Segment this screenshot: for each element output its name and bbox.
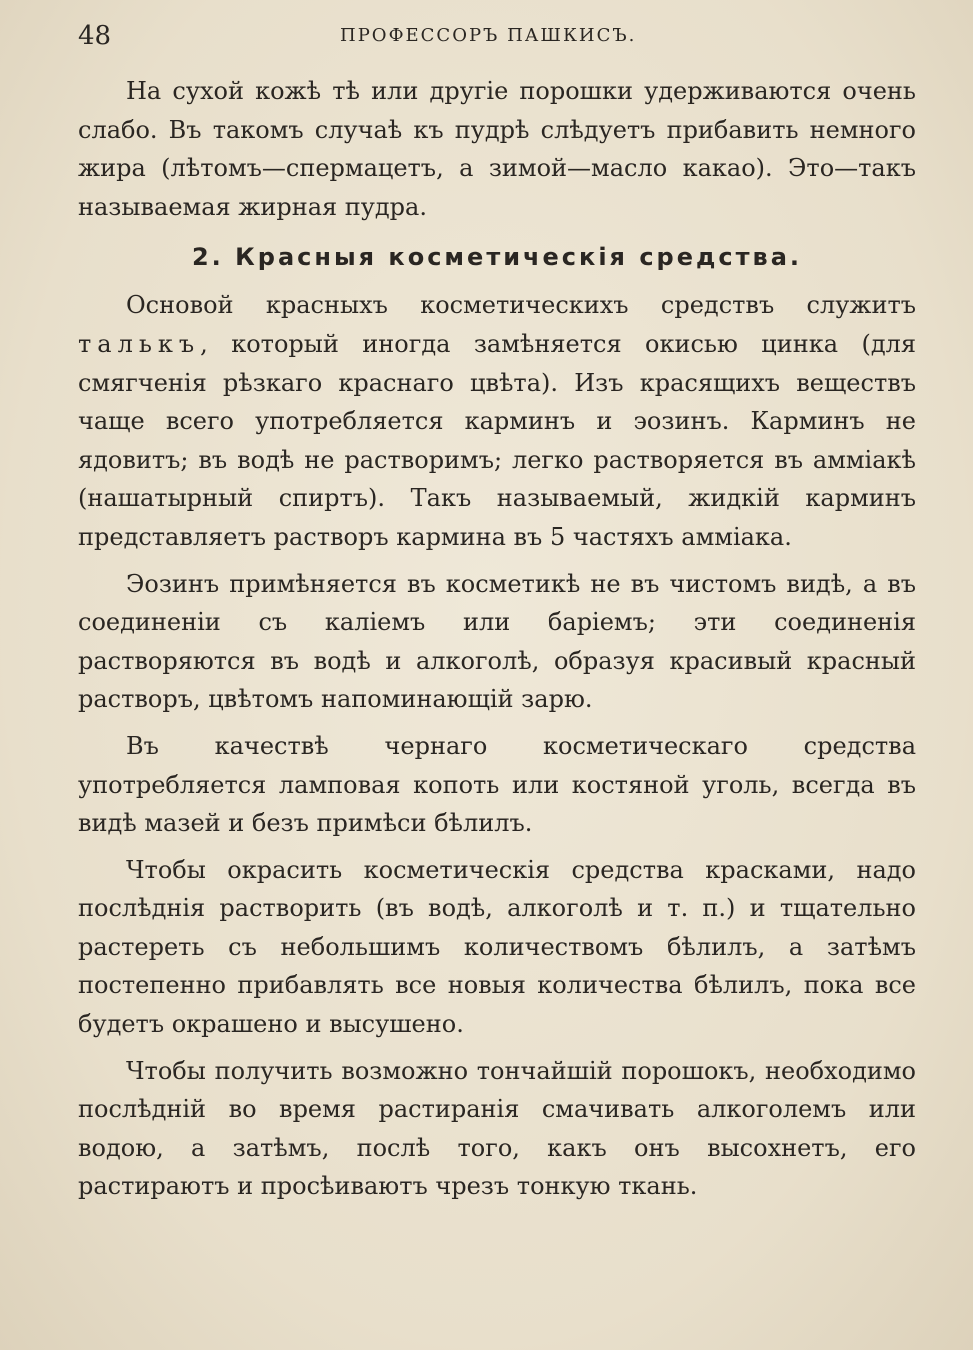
paragraph-coloring: Чтобы окрасить косметическія средства красками, надо послѣднія растворить (въ водѣ, алкоголѣ и т. п.) и тщательно растереть съ небольшимъ количествомъ бѣлилъ, а затѣмъ постепенно прибавлять все новыя количества бѣлилъ, пока все будетъ окрашено и высушено. <box>78 855 916 1039</box>
page-header <box>78 16 913 56</box>
spaced-term: талькъ <box>78 329 201 358</box>
section-heading: 2. Красныя косметическія средства. <box>191 243 803 272</box>
paragraph-dry-skin: На сухой кожѣ тѣ или другіе порошки удерживаются очень слабо. Въ такомъ случаѣ къ пудрѣ слѣдуетъ прибавить немного жира (лѣтомъ—спермацетъ, а зимой—масло какао). Это—такъ называемая жирная пудра. <box>78 77 916 221</box>
running-title: ПРОФЕССОРЪ ПАШКИСЪ. <box>340 25 637 46</box>
paragraph-fine-powder: Чтобы получить возможно тончайшій порошокъ, необходимо послѣдній во время растиранія смачивать алкоголемъ или водою, а затѣмъ, послѣ того, какъ онъ высохнетъ, его растираютъ и просѣиваютъ чрезъ тонкую ткань. <box>78 1056 916 1201</box>
page-body <box>78 72 916 1206</box>
paragraph-red-cosmetics <box>78 286 916 556</box>
paragraph-eosin: Эозинъ примѣняется въ косметикѣ не въ чистомъ видѣ, а въ соединеніи съ каліемъ или баріемъ; эти соединенія растворяются въ водѣ и алкоголѣ, образуя красивый красный растворъ, цвѣтомъ напоминающій зарю. <box>78 569 916 714</box>
page-number: 48 <box>78 21 112 51</box>
paragraph-black-cosmetics: Въ качествѣ чернаго косметическаго средства употребляется ламповая копоть или костяной уголь, всегда въ видѣ мазей и безъ примѣси бѣлилъ. <box>78 731 916 838</box>
paragraph-text: Основой красныхъ косметическихъ средствъ служитъ <box>126 291 916 320</box>
paragraph-text: , который иногда замѣняется окисью цинка (для смягченія рѣзкаго краснаго цвѣта). Изъ красящихъ веществъ чаще всего употребляется карминъ и эозинъ. Карминъ не ядовитъ; въ водѣ не растворимъ; легко растворяется въ амміакѣ (нашатырный спиртъ). Такъ называемый, жидкій карминъ представляетъ растворъ кармина въ 5 частяхъ амміака. <box>78 329 916 551</box>
